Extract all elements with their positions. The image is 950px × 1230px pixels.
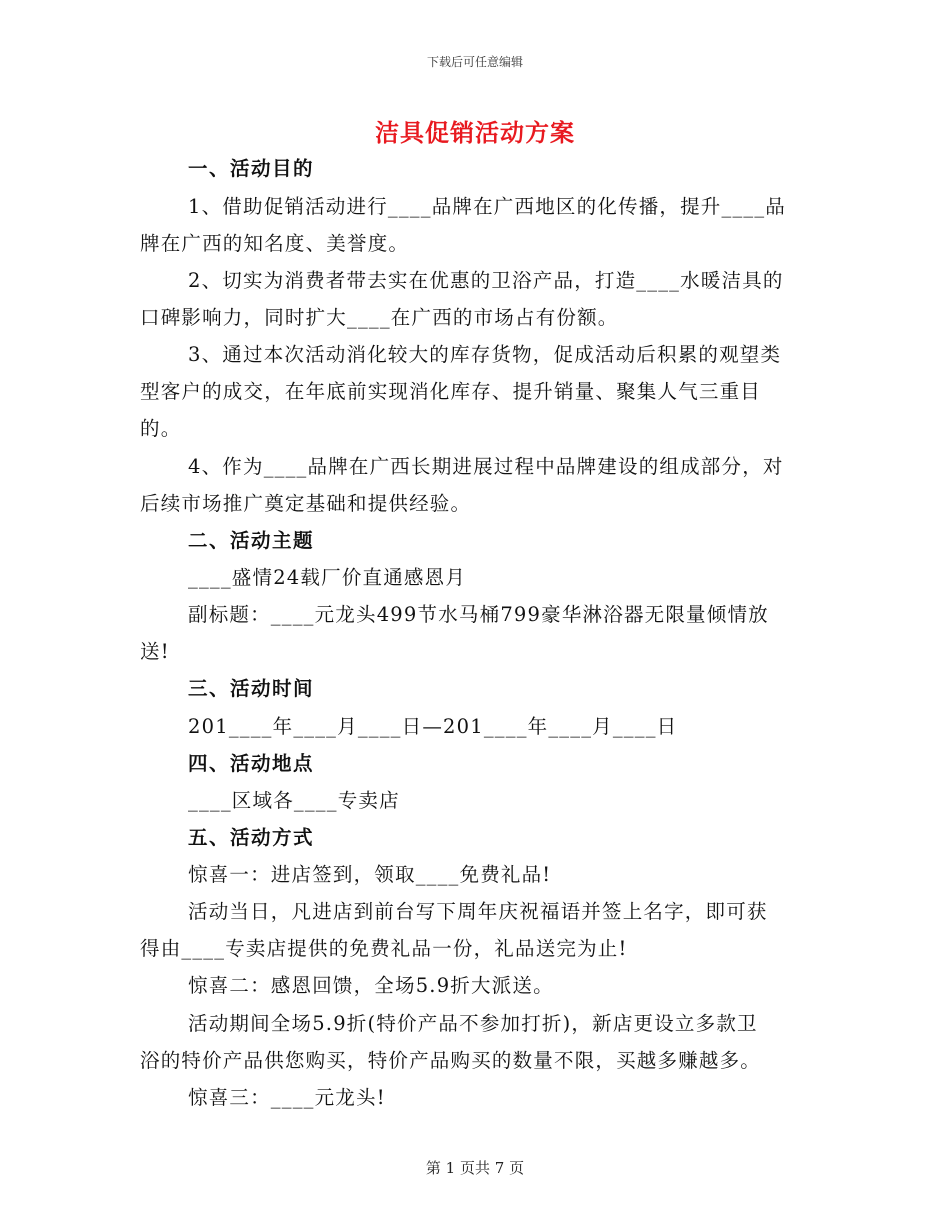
paragraph-line: 牌在广西的知名度、美誉度。 [140, 232, 410, 255]
subtitle-line: 送! [140, 640, 170, 663]
paragraph-line: 浴的特价产品供您购买，特价产品购买的数量不限，买越多赚越多。 [140, 1049, 762, 1072]
section-heading-theme: 二、活动主题 [188, 529, 315, 552]
paragraph-line: 2、切实为消费者带去实在优惠的卫浴产品，打造____水暖洁具的 [188, 269, 784, 292]
page-footer: 第 1 页共 7 页 [425, 1159, 525, 1177]
surprise-two: 惊喜二：感恩回馈，全场5.9折大派送。 [188, 974, 554, 997]
paragraph-line: 4、作为____品牌在广西长期进展过程中品牌建设的组成部分，对 [188, 455, 784, 478]
paragraph-line: 得由____专卖店提供的免费礼品一份，礼品送完为止! [140, 937, 628, 960]
paragraph-line: 型客户的成交，在年底前实现消化库存、提升销量、聚集人气三重目 [140, 380, 762, 403]
paragraph-line: 口碑影响力，同时扩大____在广西的市场占有份额。 [140, 306, 619, 329]
document-title: 洁具促销活动方案 [375, 118, 575, 147]
paragraph-line: 活动当日，凡进店到前台写下周年庆祝福语并签上名字，即可获 [188, 900, 768, 923]
paragraph-line: 3、通过本次活动消化较大的库存货物，促成活动后积累的观望类 [188, 343, 782, 366]
paragraph-line: 1、借助促销活动进行____品牌在广西地区的化传播，提升____品 [188, 195, 787, 218]
section-heading-time: 三、活动时间 [188, 677, 315, 700]
section-heading-purpose: 一、活动目的 [188, 157, 315, 180]
surprise-three: 惊喜三：____元龙头! [188, 1086, 386, 1109]
paragraph-line: 活动期间全场5.9折(特价产品不参加打折)，新店更设立多款卫 [188, 1012, 758, 1035]
paragraph-line: 后续市场推广奠定基础和提供经验。 [140, 492, 472, 515]
time-line: 201____年____月____日—201____年____月____日 [188, 715, 678, 738]
paragraph-line: 的。 [140, 417, 182, 440]
section-heading-place: 四、活动地点 [188, 752, 315, 775]
theme-line: ____盛情24载厂价直通感恩月 [188, 566, 467, 589]
subtitle-line: 副标题：____元龙头499节水马桶799豪华淋浴器无限量倾情放 [188, 603, 769, 626]
place-line: ____区域各____专卖店 [188, 789, 400, 812]
page-header: 下载后可任意编辑 [426, 55, 523, 69]
surprise-one: 惊喜一：进店签到，领取____免费礼品! [188, 863, 552, 886]
section-heading-method: 五、活动方式 [188, 826, 315, 849]
